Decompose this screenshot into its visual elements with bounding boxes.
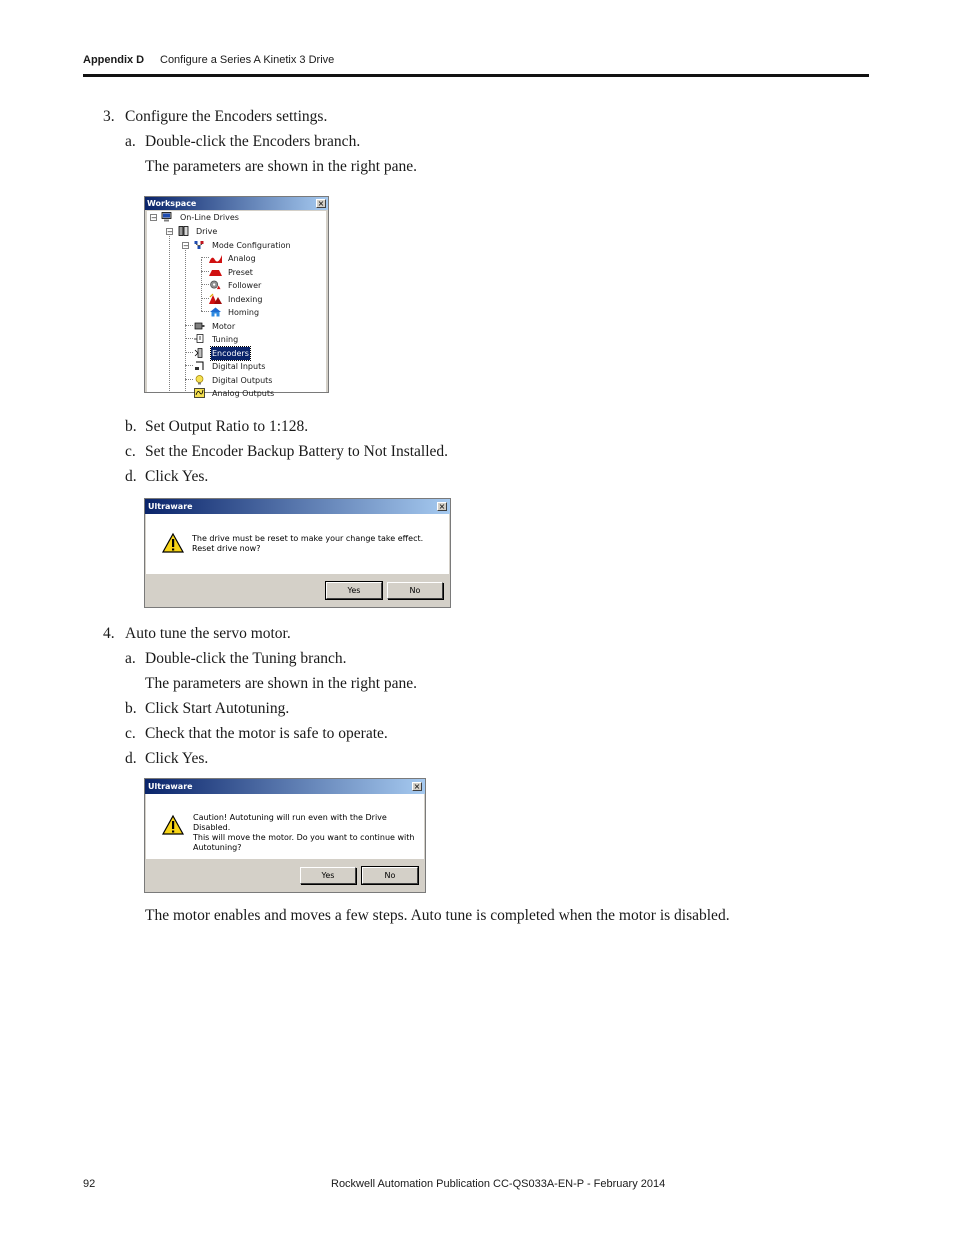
tree-node-encoders[interactable] <box>211 347 250 360</box>
drive-icon <box>178 226 189 236</box>
warning-icon <box>162 815 184 835</box>
step-4b-text: Click Start Autotuning. <box>145 700 290 717</box>
digital-outputs-icon <box>194 375 205 385</box>
dialog-title: Ultraware <box>148 782 193 791</box>
tree-connector <box>201 284 209 285</box>
dialog-title: Ultraware <box>148 502 193 511</box>
workspace-title-bar <box>145 197 328 210</box>
step-3a-note: The parameters are shown in the right pane. <box>145 158 418 175</box>
follower-icon <box>209 280 222 290</box>
homing-icon <box>209 307 222 317</box>
step-4a-note: The parameters are shown in the right pane. <box>145 675 418 692</box>
appendix-label: Appendix D <box>83 54 145 66</box>
tree-node-analog[interactable] <box>227 252 257 265</box>
yes-button[interactable]: Yes <box>326 582 382 599</box>
dialog-body <box>146 794 424 859</box>
tree-connector <box>201 298 209 299</box>
tree-node-label: Drive <box>196 227 218 236</box>
indexing-icon <box>209 294 222 304</box>
tree-node-label: Encoders <box>212 349 249 358</box>
tree-node-indexing[interactable] <box>227 293 263 306</box>
workspace-window <box>144 196 329 398</box>
step-3c-text: Set the Encoder Backup Battery to Not Installed. <box>145 443 449 460</box>
dialog-message-line: Autotuning? <box>193 843 242 852</box>
tree-node-label: Mode Configuration <box>212 241 291 250</box>
tree-node-label: Indexing <box>228 295 263 304</box>
tree-connector <box>169 231 170 391</box>
preset-icon <box>209 267 223 277</box>
analog-outputs-icon <box>194 388 205 398</box>
tree-collapse-toggle[interactable]: − <box>183 242 189 250</box>
page-header <box>83 53 869 77</box>
motor-icon <box>194 321 205 331</box>
workspace-tree <box>147 211 326 398</box>
tree-connector <box>201 257 209 258</box>
step-4-number: 4. <box>103 625 115 642</box>
workspace-title: Workspace <box>147 199 197 208</box>
no-button[interactable]: No <box>362 867 418 884</box>
tree-node-digital-inputs[interactable] <box>211 360 266 373</box>
tree-node-label: Analog <box>228 254 256 263</box>
warning-icon <box>162 533 184 553</box>
dialog-body <box>146 514 449 574</box>
tree-node-analog-outputs[interactable] <box>211 387 275 400</box>
tree-node-preset[interactable] <box>227 266 254 279</box>
dialog-close-button[interactable]: × <box>413 782 421 791</box>
tree-collapse-toggle[interactable]: − <box>167 228 173 236</box>
analog-icon <box>209 254 223 264</box>
tree-connector <box>201 311 209 312</box>
tree-node-digital-outputs[interactable] <box>211 374 273 387</box>
step-3a-letter: a. <box>125 133 136 150</box>
tree-node-follower[interactable] <box>227 279 262 292</box>
step-3b-letter: b. <box>125 418 137 435</box>
tree-collapse-toggle[interactable]: − <box>151 214 157 222</box>
tree-node-label: Digital Outputs <box>212 376 273 385</box>
tree-node-label: Motor <box>212 322 236 331</box>
tree-node-label: Follower <box>228 281 262 290</box>
tree-node-label: Analog Outputs <box>212 389 275 398</box>
tree-connector <box>185 325 193 326</box>
workspace-close-button[interactable]: × <box>317 199 325 208</box>
dialog-message-line: This will move the motor. Do you want to continue with <box>193 833 415 842</box>
tree-node-mode-configuration[interactable] <box>211 239 292 252</box>
tree-connector <box>185 245 186 391</box>
step-3a-text: Double-click the Encoders branch. <box>145 133 361 150</box>
step-3-text: Configure the Encoders settings. <box>125 108 328 125</box>
step-4c-text: Check that the motor is safe to operate. <box>145 725 388 742</box>
tree-connector <box>201 271 209 272</box>
step-3-number: 3. <box>103 108 115 125</box>
step-3b-text: Set Output Ratio to 1:128. <box>145 418 309 435</box>
dialog-close-button[interactable]: × <box>438 502 446 511</box>
dialog-message <box>193 813 423 853</box>
tree-node-label: Preset <box>228 268 253 277</box>
dialog-title-bar <box>145 499 450 514</box>
tree-node-drive[interactable] <box>195 225 218 238</box>
dialog-title-bar <box>145 779 425 794</box>
tree-node-online-drives[interactable] <box>179 211 240 224</box>
ultraware-autotune-dialog <box>144 778 426 893</box>
step-3d-text: Click Yes. <box>145 468 209 485</box>
no-button[interactable]: No <box>387 582 443 599</box>
computer-icon <box>161 212 172 222</box>
step-4c-letter: c. <box>125 725 136 742</box>
encoder-icon <box>194 348 205 358</box>
step-4a-text: Double-click the Tuning branch. <box>145 650 347 667</box>
tree-connector <box>185 365 193 366</box>
header-rule <box>83 74 869 77</box>
tree-node-label: Homing <box>228 308 260 317</box>
tree-connector <box>201 259 202 311</box>
step-3c-letter: c. <box>125 443 136 460</box>
tree-connector <box>185 379 193 380</box>
step-4d-text: Click Yes. <box>145 750 209 767</box>
tree-node-label: Digital Inputs <box>212 362 266 371</box>
tree-connector <box>185 338 193 339</box>
dialog-message: The drive must be reset to make your change take effect. Reset drive now? <box>192 534 424 553</box>
step-4b-letter: b. <box>125 700 137 717</box>
step-4-text: Auto tune the servo motor. <box>125 625 291 642</box>
tree-node-motor[interactable] <box>211 320 236 333</box>
ultraware-reset-dialog <box>144 498 451 608</box>
tree-connector <box>185 352 193 353</box>
mode-config-icon <box>194 240 205 250</box>
tuning-icon <box>194 334 205 344</box>
step-3d-letter: d. <box>125 468 137 485</box>
page-number: 92 <box>83 1178 96 1190</box>
chapter-title: Configure a Series A Kinetix 3 Drive <box>160 54 335 66</box>
tree-node-homing[interactable] <box>227 306 260 319</box>
dialog-message-line: Caution! Autotuning will run even with the Drive Disabled. <box>193 813 387 832</box>
step-4a-letter: a. <box>125 650 136 667</box>
yes-button[interactable]: Yes <box>300 867 356 884</box>
tree-node-label: On-Line Drives <box>180 213 239 222</box>
tree-node-tuning[interactable] <box>211 333 239 346</box>
digital-inputs-icon <box>194 361 205 371</box>
tree-node-label: Tuning <box>212 335 239 344</box>
closing-paragraph: The motor enables and moves a few steps. Auto tune is completed when the motor is disabled. <box>145 907 730 924</box>
publication-info: Rockwell Automation Publication CC-QS033A-EN-P - February 2014 <box>331 1178 666 1190</box>
step-4d-letter: d. <box>125 750 137 767</box>
